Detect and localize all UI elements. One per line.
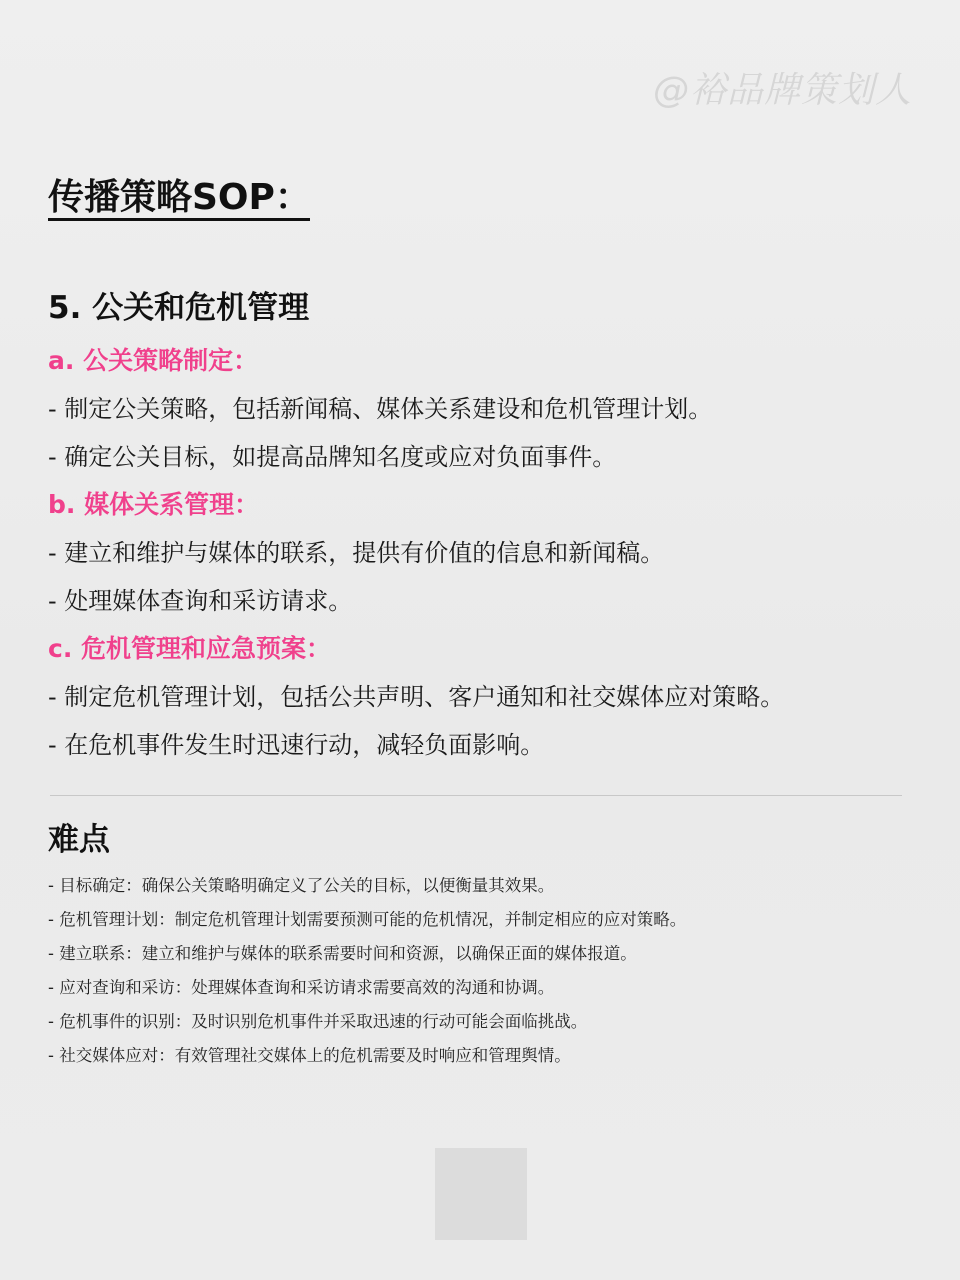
bullet-item: - 建立和维护与媒体的联系，提供有价值的信息和新闻稿。 [48,539,665,567]
subsection-heading-media-relations: b. 媒体关系管理： [48,490,260,519]
image-placeholder [435,1148,527,1240]
subsection-heading-pr-strategy: a. 公关策略制定： [48,346,259,375]
subsection-heading-crisis-plan: c. 危机管理和应急预案： [48,634,332,663]
bullet-item: - 在危机事件发生时迅速行动，减轻负面影响。 [48,731,545,759]
difficulty-item: - 社交媒体应对：有效管理社交媒体上的危机需要及时响应和管理舆情。 [48,1046,571,1065]
document-title: 传播策略SOP： [48,177,311,218]
difficulties-heading: 难点 [48,822,110,858]
difficulty-item: - 应对查询和采访：处理媒体查询和采访请求需要高效的沟通和协调。 [48,978,555,997]
divider [50,795,902,796]
watermark: @裕品牌策划人 [652,70,912,111]
difficulty-item: - 危机管理计划：制定危机管理计划需要预测可能的危机情况，并制定相应的应对策略。 [48,910,687,929]
bullet-item: - 制定危机管理计划，包括公共声明、客户通知和社交媒体应对策略。 [48,683,785,711]
title-underline [48,218,310,221]
difficulty-item: - 建立联系：建立和维护与媒体的联系需要时间和资源，以确保正面的媒体报道。 [48,944,637,963]
section-heading: 5. 公关和危机管理 [48,290,310,326]
difficulty-item: - 目标确定：确保公关策略明确定义了公关的目标，以便衡量其效果。 [48,876,555,895]
bullet-item: - 确定公关目标，如提高品牌知名度或应对负面事件。 [48,443,617,471]
bullet-item: - 处理媒体查询和采访请求。 [48,587,353,615]
difficulty-item: - 危机事件的识别：及时识别危机事件并采取迅速的行动可能会面临挑战。 [48,1012,588,1031]
bullet-item: - 制定公关策略，包括新闻稿、媒体关系建设和危机管理计划。 [48,395,713,423]
